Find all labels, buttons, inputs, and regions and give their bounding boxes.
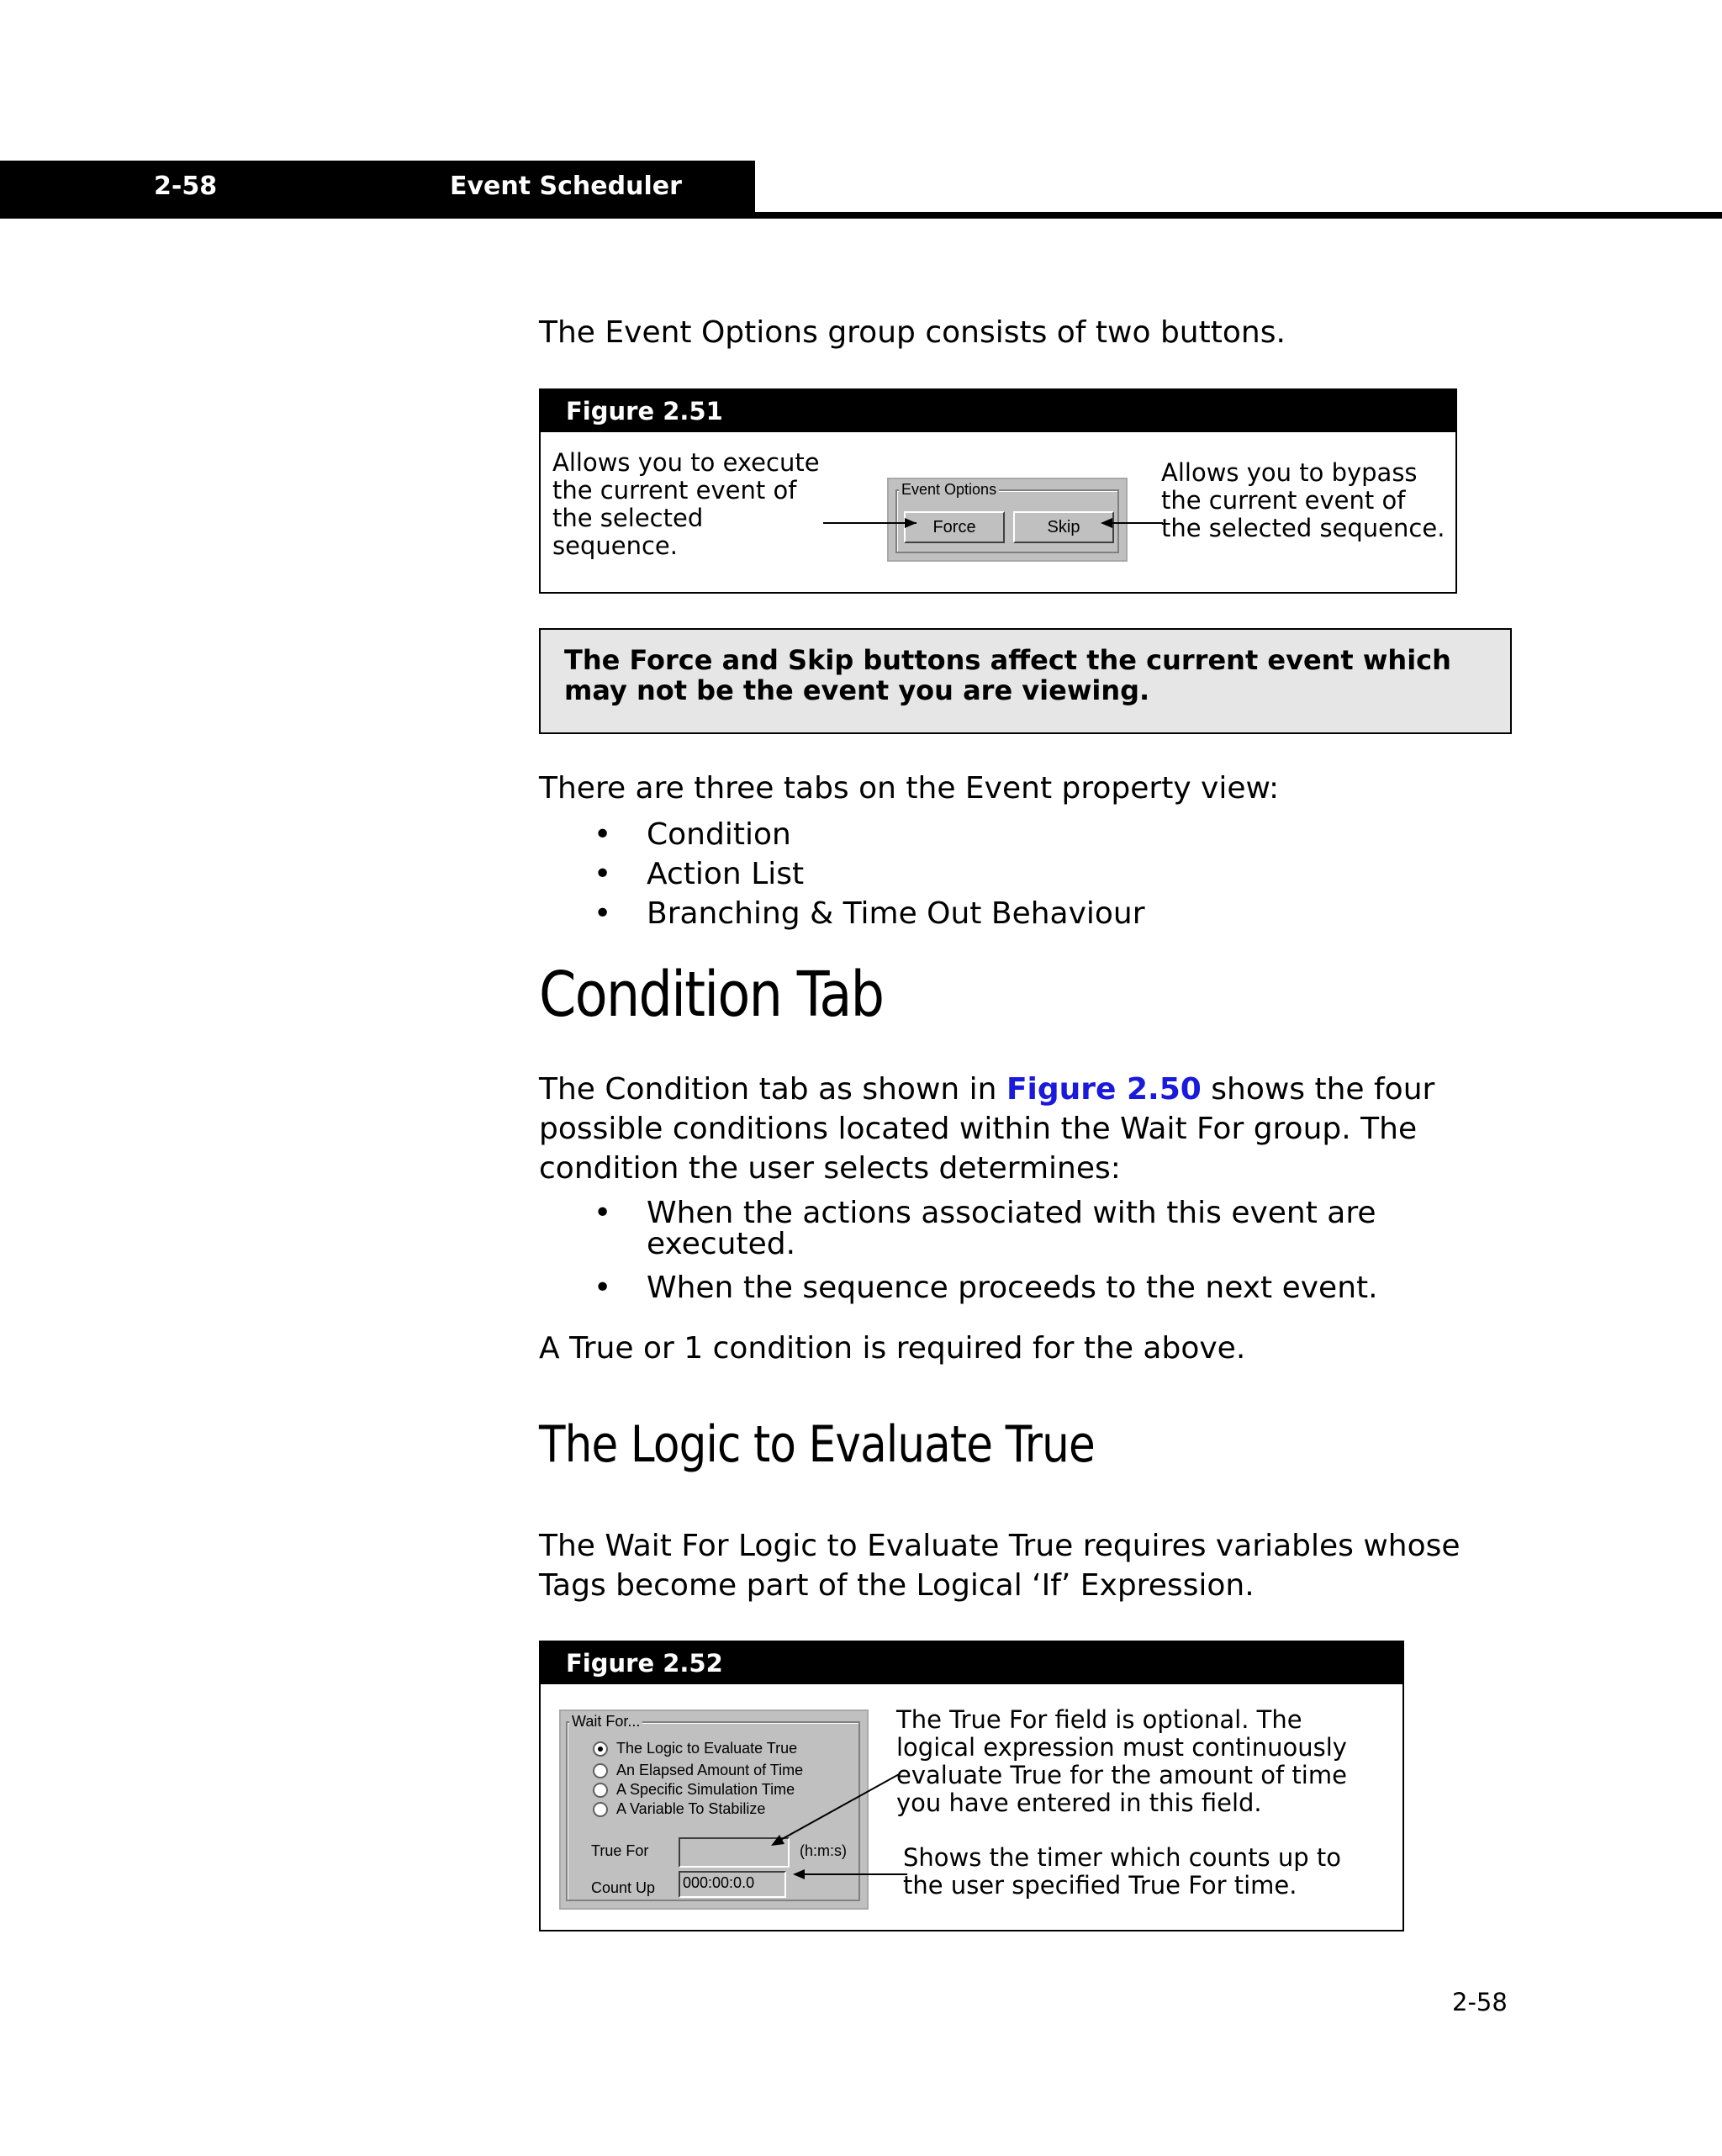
- wait-for-group-label: Wait For...: [569, 1713, 642, 1731]
- event-options-group-label: Event Options: [899, 481, 999, 499]
- caption-line: the selected: [552, 504, 704, 532]
- note-box: [539, 628, 1512, 734]
- list-item: • Branching & Time Out Behaviour: [594, 896, 1145, 931]
- list-item-text: When the sequence proceeds to the next event.: [647, 1271, 1378, 1305]
- true-for-arrow-line: [776, 1773, 901, 1842]
- list-item-text: Action List: [647, 857, 805, 891]
- radio-label: An Elapsed Amount of Time: [616, 1762, 804, 1778]
- figure-2-51-arrows: [541, 390, 1455, 592]
- text-line: The Wait For Logic to Evaluate True requires variables whose: [539, 1529, 1461, 1563]
- text-run: The Condition tab as shown in: [539, 1072, 1006, 1107]
- list-item: • When the sequence proceeds to the next event.: [594, 1271, 1378, 1305]
- true-for-arrow-head: [771, 1835, 784, 1846]
- caption-line: The True For field is optional. The: [896, 1705, 1302, 1734]
- caption-line: the current event of: [552, 476, 797, 505]
- list-item: • Condition: [594, 817, 791, 852]
- caption-line: the user specified True For time.: [903, 1871, 1297, 1900]
- time-unit-label: (h:m:s): [800, 1842, 847, 1859]
- condition-bullets: [539, 1197, 1489, 1308]
- list-item: • Action List: [594, 857, 805, 891]
- figure-label: Figure 2.51: [541, 390, 1455, 432]
- skip-arrow-head: [1101, 518, 1112, 528]
- caption-line: Shows the timer which counts up to: [903, 1843, 1342, 1872]
- radio-label: A Specific Simulation Time: [616, 1781, 795, 1798]
- text-line: condition the user selects determines:: [539, 1151, 1121, 1186]
- logic-paragraph: [539, 1526, 1461, 1605]
- figure-2-50-link[interactable]: Figure 2.50: [1006, 1072, 1202, 1107]
- true-condition-paragraph: A True or 1 condition is required for the above.: [539, 1331, 1246, 1366]
- caption-line: logical expression must continuously: [896, 1733, 1347, 1762]
- caption-line: evaluate True for the amount of time: [896, 1761, 1347, 1789]
- force-button[interactable]: Force: [904, 511, 1005, 543]
- skip-button[interactable]: Skip: [1013, 511, 1114, 543]
- tabs-intro-paragraph: There are three tabs on the Event property view:: [539, 771, 1280, 806]
- text-line: Tags become part of the Logical ‘If’ Expression.: [539, 1568, 1255, 1603]
- section-heading-logic: The Logic to Evaluate True: [539, 1415, 1095, 1474]
- section-heading-condition-tab: Condition Tab: [539, 959, 884, 1031]
- header-page-number: 2-58: [154, 172, 218, 201]
- figure-2-52-arrows: [541, 1642, 1402, 1930]
- radio-label: The Logic to Evaluate True: [616, 1740, 798, 1757]
- count-up-field: 000:00:0.0: [679, 1871, 786, 1898]
- header-chapter-title: Event Scheduler: [450, 172, 682, 201]
- text-run: shows the four: [1201, 1072, 1435, 1107]
- list-item-text: Condition: [647, 817, 791, 852]
- figure-2-51: [539, 388, 1457, 594]
- caption-line: Allows you to execute: [552, 448, 820, 477]
- text-line: possible conditions located within the Wait For group. The: [539, 1112, 1418, 1146]
- force-arrow-head: [905, 518, 916, 528]
- caption-line: Allows you to bypass: [1161, 458, 1418, 487]
- count-up-arrow-head: [793, 1869, 805, 1879]
- footer-page-number: 2-58: [1452, 1988, 1508, 2016]
- intro-paragraph: The Event Options group consists of two buttons.: [539, 315, 1286, 350]
- caption-line: the current event of: [1161, 486, 1406, 515]
- radio-label: A Variable To Stabilize: [616, 1800, 766, 1817]
- figure-2-52: [539, 1641, 1404, 1931]
- list-item: • When the actions associated with this event are executed.: [594, 1196, 1376, 1261]
- list-item-text: Branching & Time Out Behaviour: [647, 896, 1145, 931]
- caption-line: sequence.: [552, 531, 678, 560]
- count-up-label: Count Up: [591, 1879, 656, 1896]
- header-rule: [0, 212, 1722, 219]
- caption-line: the selected sequence.: [1161, 514, 1445, 542]
- note-text: The Force and Skip buttons affect the current event which may not be the event you are viewing.: [564, 644, 1451, 706]
- tabs-list: [539, 815, 1145, 933]
- true-for-label: True For: [591, 1842, 649, 1859]
- condition-paragraph: [539, 1070, 1434, 1188]
- caption-line: you have entered in this field.: [896, 1789, 1262, 1817]
- figure-label: Figure 2.52: [541, 1642, 1402, 1684]
- list-item-text: When the actions associated with this event are executed.: [647, 1196, 1376, 1261]
